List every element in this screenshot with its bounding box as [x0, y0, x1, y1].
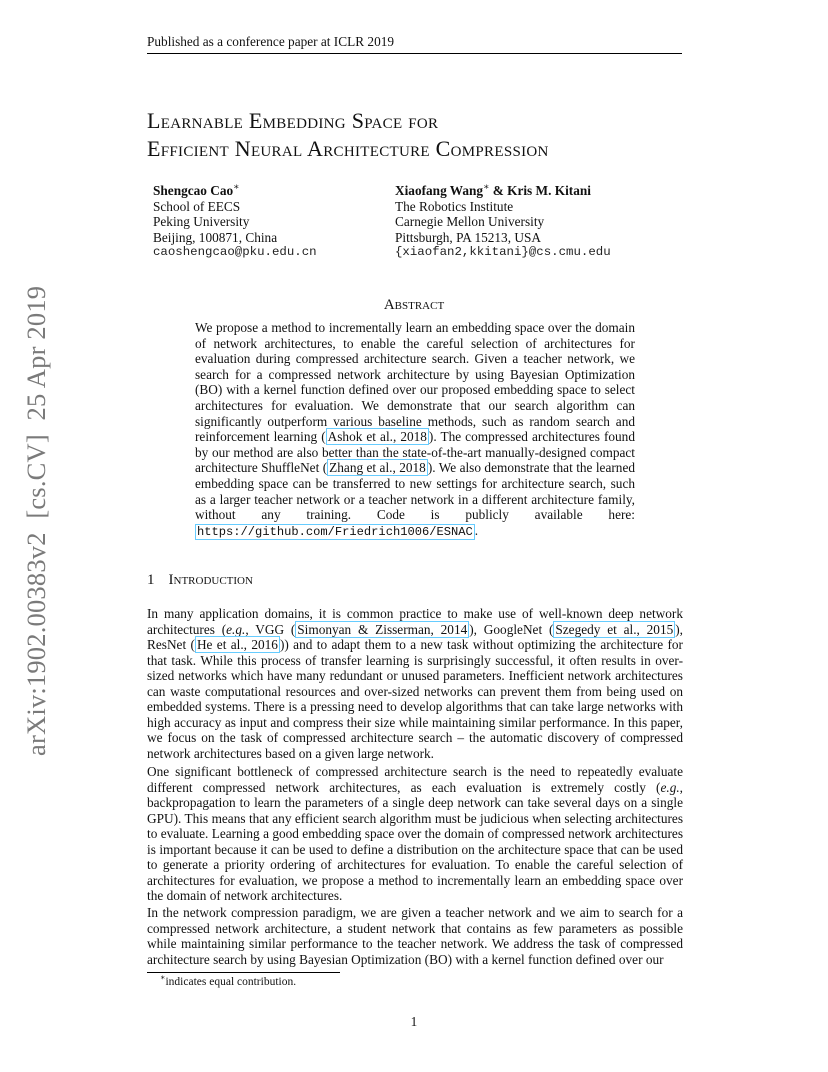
text-segment: e.g.	[226, 621, 246, 637]
author-affiliation: The Robotics Institute	[395, 198, 514, 214]
citation-link[interactable]: Zhang et al., 2018	[329, 460, 426, 476]
footnote	[160, 973, 297, 988]
footnote-rule	[147, 972, 340, 973]
abstract-segment: ). We also demonstrate that the learned embedding space can be transferred to new settings for architecture search, such as a larger teacher network or a teacher network in a different architecture family, without any training. Code is publicly available here:	[195, 460, 635, 523]
text-segment: , backpropagation to learn the parameters of a single deep network can take several days on a single GPU). This means that any efficient search algorithm must be judicious when selecting architectures to evaluate. Learning a good embedding space over the domain of compressed network architectures is important because it can be used to define a distribution on the architecture space that can be used to generate a priority ordering of architectures for evaluation. To enable the careful selection of architectures for evaluation, we propose a method to incrementally learn an embedding space over the domain of network architectures.	[147, 779, 683, 903]
page-number: 1	[410, 1014, 418, 1029]
abstract-heading: Abstract	[383, 297, 445, 313]
citation-link[interactable]: Szegedy et al., 2015	[555, 621, 674, 637]
text-segment: In many application domains, it is common practice to make use of well-known deep network architectures (	[147, 606, 683, 637]
body-paragraph-3: In the network compression paradigm, we are given a teacher network and we aim to search for a compressed network architecture, a student network that contains as few parameters as possible while maintaining similar performance to the teacher network. We address the task of compressed architecture search by using Bayesian Optimization (BO) with a kernel function defined over our	[147, 905, 683, 967]
author-address: Beijing, 100871, China	[153, 229, 278, 245]
paper-title	[147, 107, 707, 163]
author-name: Shengcao Cao	[153, 183, 234, 198]
author-block-2	[395, 183, 611, 261]
title-line-2: Efficient Neural Architecture Compression	[147, 136, 549, 161]
title-line-1: Learnable Embedding Space for	[147, 108, 439, 133]
author-block-1	[153, 183, 317, 261]
author-affiliation: Peking University	[153, 214, 250, 229]
text-segment: One significant bottleneck of compressed architecture search is the need to repeatedly evaluate different compressed network architectures, as each evaluation is extremely costly (	[147, 764, 683, 795]
text-segment: , VGG (	[245, 621, 296, 637]
author-address: Pittsburgh, PA 15213, USA	[395, 229, 541, 245]
equal-contribution-marker: ∗	[233, 182, 240, 193]
citation-link[interactable]: Ashok et al., 2018	[327, 429, 427, 445]
citation-link[interactable]: Simonyan & Zisserman, 2014	[297, 621, 468, 637]
author-name: Xiaofang Wang	[395, 183, 484, 198]
equal-contribution-marker: ∗	[483, 182, 490, 193]
citation-link[interactable]: He et al., 2016	[196, 637, 278, 652]
abstract-segment: We propose a method to incrementally learn an embedding space over the domain of network architectures, to enable the careful selection of architectures for evaluation during compressed architecture search. Given a teacher network, we search for a compressed network architecture by using Bayesian Optimization (BO) with a kernel function defined over our proposed embedding space to select architectures for evaluation. We demonstrate that our search algorithm can significantly outperform various baseline methods, such as random search and reinforcement learning (	[195, 320, 635, 445]
text-segment: ), ResNet (	[147, 621, 684, 652]
section-title: Introduction	[168, 572, 253, 588]
code-url-link[interactable]: https://github.com/Friedrich1006/ESNAC	[197, 524, 473, 539]
footnote-text: indicates equal contribution.	[165, 976, 297, 988]
arxiv-stamp: arXiv:1902.00383v2 [cs.CV] 25 Apr 2019	[21, 285, 51, 756]
author-name-2: & Kris M. Kitani	[489, 183, 591, 198]
footnote-marker: ∗	[160, 973, 166, 983]
abstract-text	[195, 320, 635, 540]
text-segment: )) and to adapt them to a new task without optimizing the architecture for that task. While this process of transfer learning is surprisingly successful, it often results in over-sized networks which have many redundant or unused parameters. Inefficient network architectures can waste computational resources and over-sized networks can prevent them from being used on embedded systems. There is a pressing need to develop algorithms that can take large networks with high accuracy as input and compress their size while maintaining similar performance. In this paper, we focus on the task of compressed architecture search – the automatic discovery of compressed network architectures based on a given large network.	[147, 637, 683, 761]
author-affiliation: Carnegie Mellon University	[395, 214, 545, 229]
text-segment: ), GoogleNet (	[469, 621, 554, 637]
abstract-segment: .	[474, 522, 479, 538]
author-affiliation: School of EECS	[153, 198, 241, 214]
abstract-segment: ). The compressed architectures found by our method are also better than the state-of-the-art manually-designed compact architecture ShuffleNet (	[195, 429, 635, 476]
body-paragraph-2	[147, 764, 683, 904]
body-paragraph-1	[147, 606, 683, 761]
author-email[interactable]: {xiaofan2,kkitani}@cs.cmu.edu	[395, 245, 611, 259]
running-header: Published as a conference paper at ICLR 2019	[147, 34, 395, 49]
section-number: 1	[147, 572, 155, 588]
section-heading	[147, 572, 253, 589]
header-rule	[147, 53, 682, 54]
text-segment: e.g.	[660, 779, 680, 795]
author-email[interactable]: caoshengcao@pku.edu.cn	[153, 245, 317, 259]
